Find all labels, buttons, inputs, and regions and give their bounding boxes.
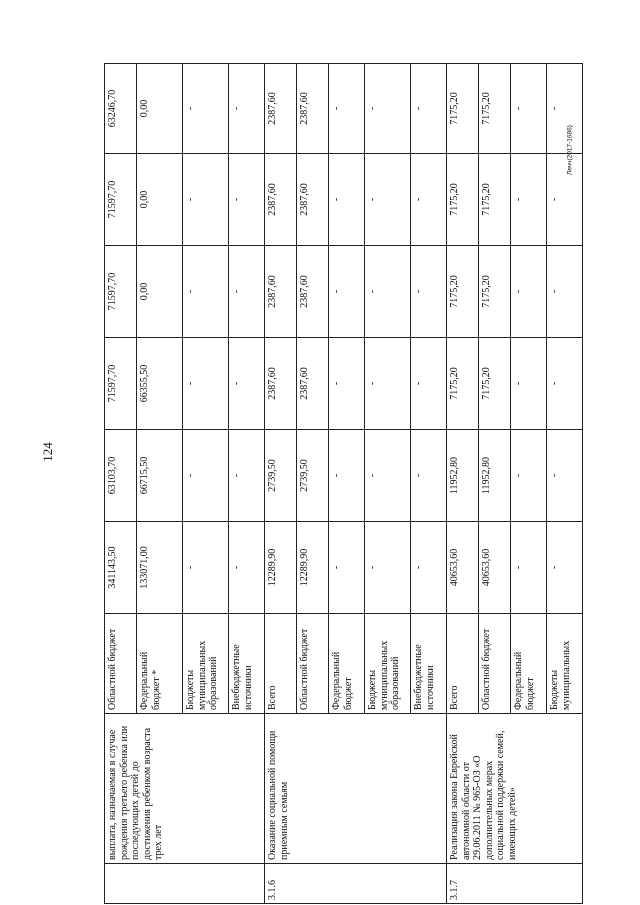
value-cell: - (511, 246, 547, 338)
value-cell: - (547, 338, 583, 430)
value-cell: - (183, 64, 229, 154)
section-code: 3.1.7 (447, 864, 583, 904)
table-body (105, 64, 583, 904)
value-cell: - (229, 338, 265, 430)
value-cell: - (183, 154, 229, 246)
value-cell: 2739,50 (297, 430, 329, 522)
value-cell: 2387,60 (265, 338, 297, 430)
value-cell: - (329, 338, 365, 430)
value-cell: - (365, 154, 411, 246)
page-number: 124 (40, 442, 55, 462)
budget-table (104, 63, 583, 904)
value-cell: - (547, 430, 583, 522)
value-cell: - (547, 154, 583, 246)
value-cell: 2387,60 (297, 338, 329, 430)
value-cell: 7175,20 (447, 64, 479, 154)
value-cell: - (329, 64, 365, 154)
value-cell: 63246,70 (105, 64, 137, 154)
value-cell: 2387,60 (297, 64, 329, 154)
value-cell: 12289,90 (297, 522, 329, 614)
value-cell: 7175,20 (447, 338, 479, 430)
value-cell: 12289,90 (265, 522, 297, 614)
value-cell: 2387,60 (265, 154, 297, 246)
value-cell: - (365, 522, 411, 614)
funding-source: Областной бюджет (297, 614, 329, 714)
value-cell: 2387,60 (297, 154, 329, 246)
value-cell: 7175,20 (479, 246, 511, 338)
funding-source: Федеральный бюджет (329, 614, 365, 714)
value-cell: 0,00 (137, 64, 183, 154)
funding-source: Областной бюджет (479, 614, 511, 714)
value-cell: - (411, 64, 447, 154)
value-cell: 7175,20 (479, 338, 511, 430)
value-cell: - (183, 430, 229, 522)
value-cell: 7175,20 (447, 154, 479, 246)
value-cell: - (229, 246, 265, 338)
value-cell: - (547, 64, 583, 154)
value-cell: - (183, 522, 229, 614)
value-cell: 7175,20 (479, 64, 511, 154)
funding-source: Внебюджетные источники (229, 614, 265, 714)
value-cell: - (411, 246, 447, 338)
value-cell: 11952,80 (479, 430, 511, 522)
table-row (105, 64, 137, 904)
table-row (265, 64, 297, 904)
funding-source: Внебюджетные источники (411, 614, 447, 714)
value-cell: - (365, 430, 411, 522)
value-cell: - (229, 154, 265, 246)
value-cell: 2739,50 (265, 430, 297, 522)
value-cell: 40653,60 (479, 522, 511, 614)
value-cell: - (229, 64, 265, 154)
value-cell: 66715,50 (137, 430, 183, 522)
funding-source: Федеральный бюджет * (137, 614, 183, 714)
value-cell: - (229, 430, 265, 522)
footer-code: Лечч(2017-1686) (566, 125, 574, 175)
funding-source: Бюджеты муниципальных (547, 614, 583, 714)
value-cell: 2387,60 (297, 246, 329, 338)
section-name: Оказание социальной помощи приемным семьям (265, 714, 447, 864)
value-cell: - (365, 246, 411, 338)
value-cell: - (511, 64, 547, 154)
value-cell: - (183, 338, 229, 430)
section-name: Реализация закона Еврейской автономной области от 29.06.2011 № 965-ОЗ «О дополнительных мерах социальной поддержки семей, имеющих детей» (447, 714, 583, 864)
value-cell: 2387,60 (265, 64, 297, 154)
table-row (447, 64, 479, 904)
value-cell: - (547, 246, 583, 338)
value-cell: - (411, 154, 447, 246)
value-cell: - (547, 522, 583, 614)
value-cell: - (511, 430, 547, 522)
funding-source: Федеральный бюджет (511, 614, 547, 714)
value-cell: - (183, 246, 229, 338)
value-cell: - (229, 522, 265, 614)
value-cell: 2387,60 (265, 246, 297, 338)
value-cell: 71597,70 (105, 246, 137, 338)
value-cell: 341143,50 (105, 522, 137, 614)
value-cell: - (329, 522, 365, 614)
value-cell: - (411, 522, 447, 614)
section-name: выплата, назначаемая в случае рождения третьего ребенка или последующих детей до достижения ребенком возраста трех лет (105, 714, 265, 864)
value-cell: - (411, 338, 447, 430)
value-cell: - (365, 64, 411, 154)
value-cell: - (329, 246, 365, 338)
value-cell: 0,00 (137, 154, 183, 246)
funding-source: Областной бюджет (105, 614, 137, 714)
value-cell: 40653,60 (447, 522, 479, 614)
value-cell: - (511, 338, 547, 430)
value-cell: - (329, 154, 365, 246)
funding-source: Бюджеты муниципальных образований (183, 614, 229, 714)
value-cell: 133071,00 (137, 522, 183, 614)
section-code (105, 864, 265, 904)
funding-source: Всего (447, 614, 479, 714)
value-cell: - (511, 154, 547, 246)
value-cell: 7175,20 (447, 246, 479, 338)
value-cell: 63103,70 (105, 430, 137, 522)
funding-source: Всего (265, 614, 297, 714)
value-cell: - (365, 338, 411, 430)
value-cell: - (411, 430, 447, 522)
value-cell: 66355,50 (137, 338, 183, 430)
value-cell: 11952,80 (447, 430, 479, 522)
value-cell: 0,00 (137, 246, 183, 338)
value-cell: - (511, 522, 547, 614)
funding-source: Бюджеты муниципальных образований (365, 614, 411, 714)
value-cell: 7175,20 (479, 154, 511, 246)
value-cell: 71597,70 (105, 154, 137, 246)
section-code: 3.1.6 (265, 864, 447, 904)
value-cell: 71597,70 (105, 338, 137, 430)
value-cell: - (329, 430, 365, 522)
